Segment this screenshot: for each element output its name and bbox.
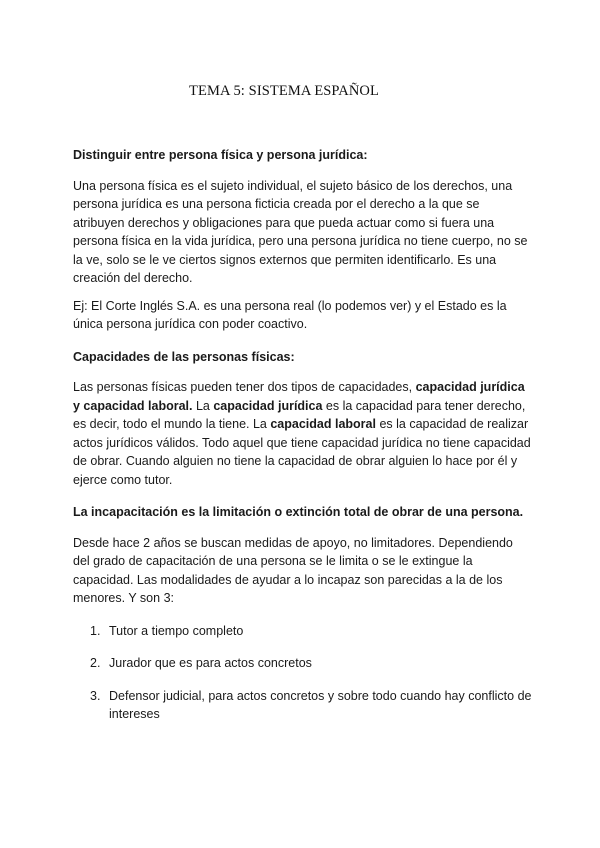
text-run: es la capacidad para tener derecho, es decir, todo el mundo la tiene. La [73, 398, 526, 431]
document-body [73, 146, 533, 738]
section-heading-capacidades: Capacidades de las personas físicas: [73, 349, 295, 364]
list-text: Defensor judicial, para actos concretos y sobre todo cuando hay conflicto de intereses [109, 688, 532, 721]
bold-run: capacidad jurídica [213, 398, 323, 413]
list-text: Tutor a tiempo completo [109, 623, 244, 638]
list-number: 3. [90, 688, 101, 703]
text-run: La [192, 398, 214, 413]
list-number: 1. [90, 623, 101, 638]
modalidades-list [73, 622, 533, 724]
section-heading-persona: Distinguir entre persona física y persona jurídica: [73, 148, 368, 162]
paragraph-capacidades [73, 378, 533, 489]
bold-run: capacidad laboral [270, 417, 376, 431]
document-title: TEMA 5: SISTEMA ESPAÑOL [189, 83, 379, 99]
list-item [73, 622, 533, 641]
bold-run: capacidad jurídica y capacidad laboral. [73, 380, 525, 413]
text-run: Las personas físicas pueden tener dos tipos de capacidades, [73, 380, 416, 394]
text-run: es la capacidad de realizar actos jurídicos válidos. Todo aquel que tiene capacidad jurídica no tiene capacidad de obrar. Cuando alguien no tiene la capacidad de obrar alguien lo hace por él y ejerce como tutor. [73, 417, 531, 487]
list-number: 2. [90, 656, 101, 670]
list-item [73, 687, 533, 724]
paragraph-persona-definition: Una persona física es el sujeto individual, el sujeto básico de los derechos, una persona jurídica es una persona ficticia creada por el derecho a la que se atribuyen derechos y obligaciones para que pueda actuar como si fuera una persona física en la vida jurídica, pero una persona jurídica no tiene cuerpo, no se la ve, solo se le ve ciertos signos externos que permiten identificarlo. Es una creación del derecho. [73, 178, 528, 285]
list-text: Jurador que es para actos concretos [109, 656, 312, 670]
paragraph-incapacitacion: Desde hace 2 años se buscan medidas de apoyo, no limitadores. Dependiendo del grado de capacitación de una persona se le limita o se le extingue la capacidad. Las modalidades de ayudar a lo incapaz son parecidas a la de los menores. Y son 3: [73, 535, 513, 605]
paragraph-persona-example: Ej: El Corte Inglés S.A. es una persona real (lo podemos ver) y el Estado es la única persona jurídica con poder coactivo. [73, 298, 507, 331]
list-item [73, 654, 533, 673]
section-heading-incapacitacion: La incapacitación es la limitación o extinción total de obrar de una persona. [73, 505, 524, 519]
